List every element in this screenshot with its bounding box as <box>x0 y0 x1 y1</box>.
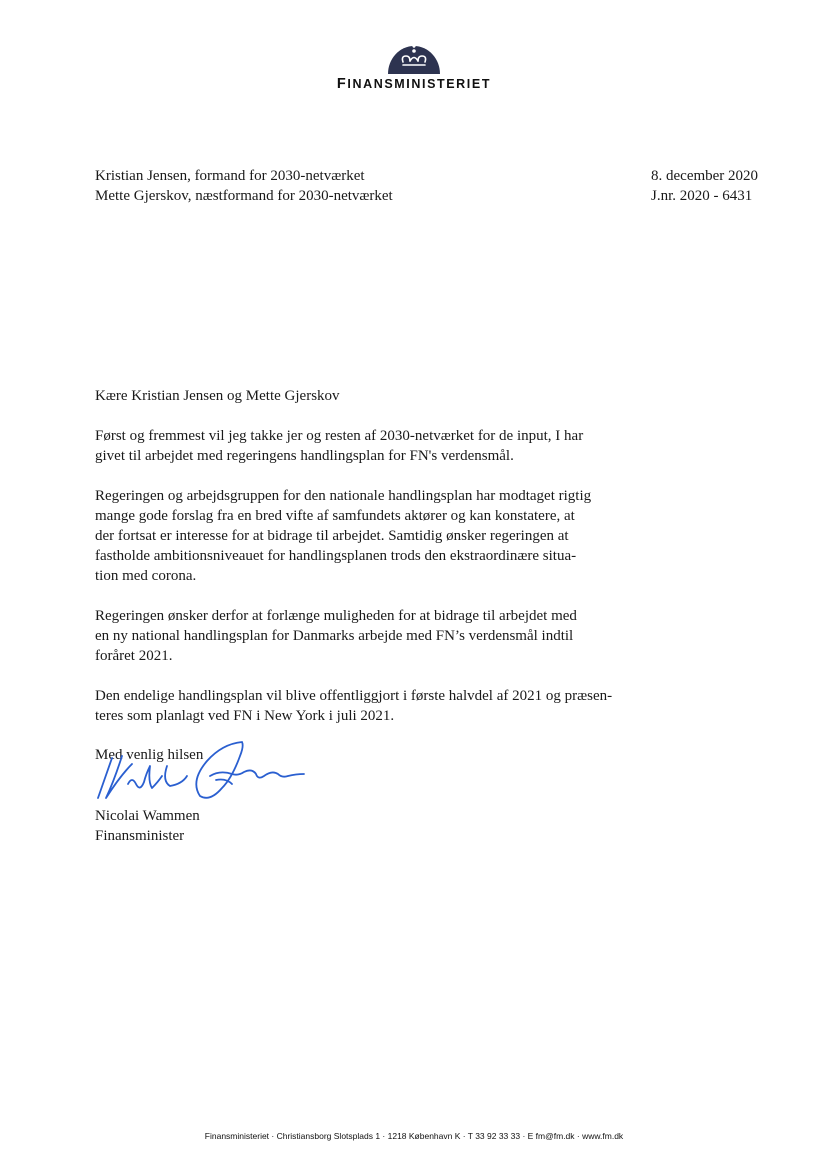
letter-body <box>95 386 640 746</box>
recipient-line: Mette Gjerskov, næstformand for 2030-netværket <box>95 188 393 204</box>
footer-address: Finansministeriet · Christiansborg Slotsplads 1 · 1218 København K · T 33 92 33 33 · E fm@fm.dk · www.fm.dk <box>204 1131 624 1141</box>
signer-name: Nicolai Wammen <box>95 808 200 824</box>
paragraph: Regeringen ønsker derfor at forlænge muligheden for at bidrage til arbejdet med en ny national handlingsplan for Danmarks arbejde med FN’s verdensmål indtil foråret 2021. <box>95 608 577 664</box>
ministry-name: FINANSMINISTERIET <box>336 76 492 92</box>
crown-icon <box>386 40 442 74</box>
paragraph: Regeringen og arbejdsgruppen for den nationale handlingsplan har modtaget rigtig mange gode forslag fra en bred vifte af samfundets aktører og kan konstatere, at der fortsat er interesse for at bidrage til arbejdet. Samtidig ønsker regeringen at fastholde ambitionsniveauet for handlingsplanen trods den ekstraordinære situa- tion med corona. <box>95 488 592 584</box>
recipient-line: Kristian Jensen, formand for 2030-netværket <box>95 168 365 184</box>
signer-block <box>95 806 200 846</box>
signature <box>92 736 307 806</box>
letter-meta <box>651 166 758 206</box>
paragraph: Den endelige handlingsplan vil blive offentliggjort i første halvdel af 2021 og præsen- teres som planlagt ved FN i New York i juli 2021. <box>95 688 613 724</box>
journal-number: J.nr. 2020 - 6431 <box>651 188 753 204</box>
closing: Med venlig hilsen <box>95 747 204 763</box>
salutation: Kære Kristian Jensen og Mette Gjerskov <box>95 388 340 404</box>
recipient-block <box>95 166 393 206</box>
paragraph: Først og fremmest vil jeg takke jer og resten af 2030-netværket for de input, I har givet til arbejdet med regeringens handlingsplan for FN's verdensmål. <box>95 428 584 464</box>
letter-date: 8. december 2020 <box>651 168 759 184</box>
letterhead <box>0 40 828 92</box>
signer-title: Finansminister <box>95 828 185 844</box>
